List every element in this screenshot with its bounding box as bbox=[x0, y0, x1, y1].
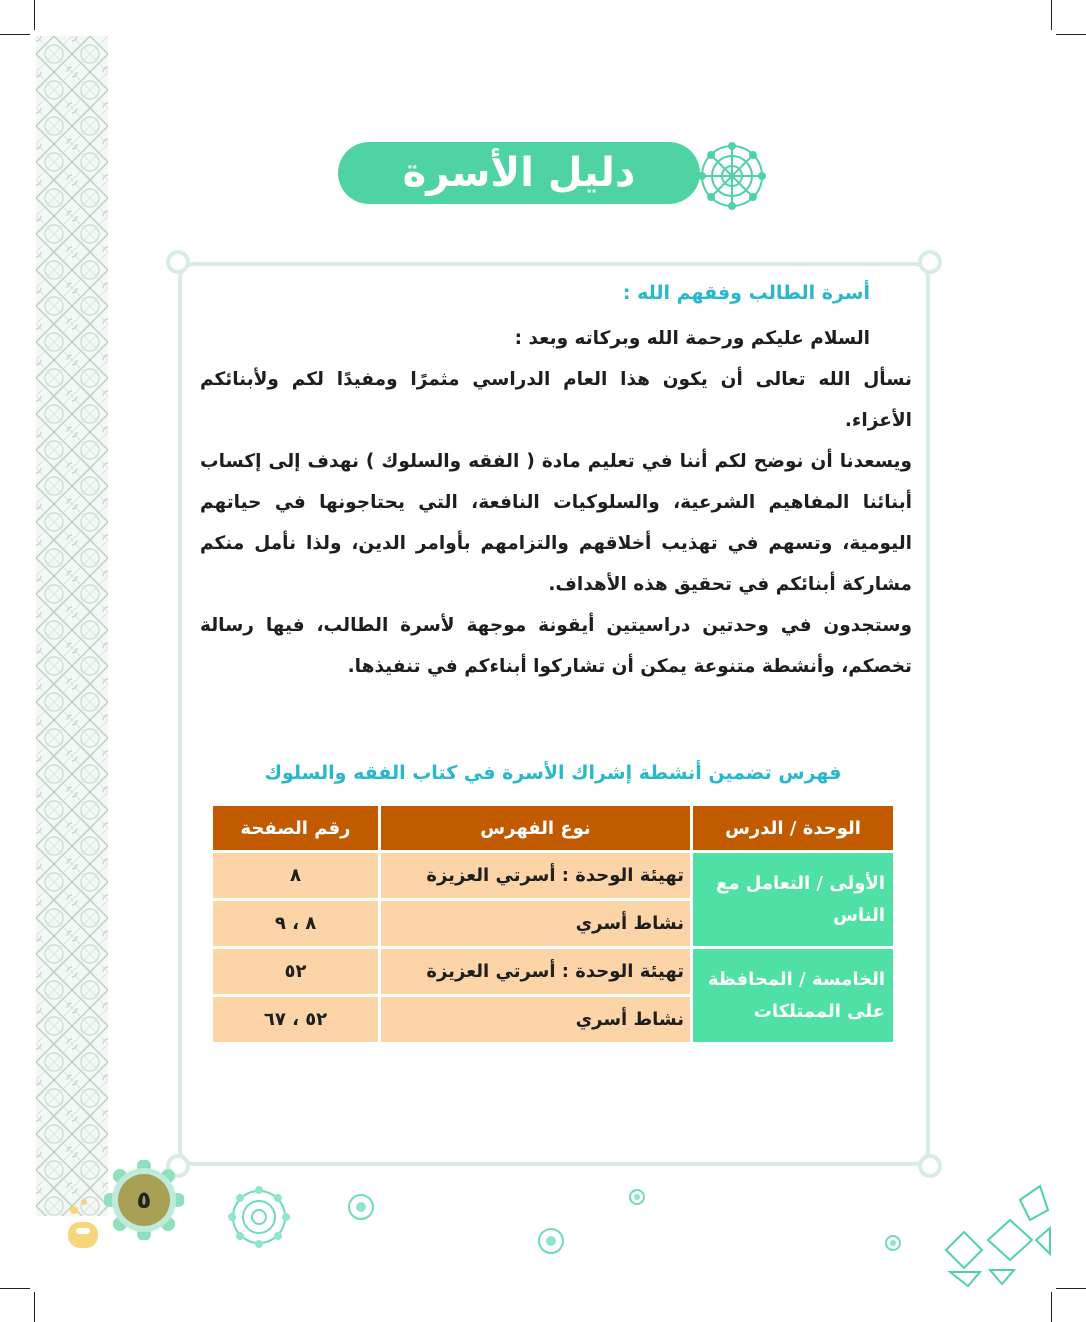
frame-corner bbox=[166, 250, 190, 274]
rosette-icon bbox=[536, 1226, 566, 1256]
type-cell: نشاط أسري bbox=[381, 997, 690, 1042]
type-cell: نشاط أسري bbox=[381, 901, 690, 946]
rosette-icon bbox=[346, 1192, 376, 1222]
page-number-badge bbox=[104, 1160, 184, 1240]
table-row bbox=[213, 949, 893, 994]
rosette-icon bbox=[628, 1188, 646, 1206]
unit-cell: الخامسة / المحافظة على الممتلكات bbox=[693, 949, 893, 1042]
lamp-icon bbox=[62, 1196, 104, 1256]
frame-corner bbox=[918, 1154, 942, 1178]
crop-mark bbox=[0, 1288, 30, 1289]
title-banner bbox=[338, 140, 768, 210]
letter-paragraph: وستجدون في وحدتين دراسيتين أيقونة موجهة لأسرة الطالب، فيها رسالة تخصكم، وأنشطة متنوعة يمكن أن تشاركوا أبناءكم في تنفيذها. bbox=[200, 615, 912, 677]
crop-mark bbox=[1051, 1292, 1052, 1322]
header-page: رقم الصفحة bbox=[213, 806, 378, 850]
page-cell: ٨ bbox=[213, 853, 378, 898]
frame-corner bbox=[918, 250, 942, 274]
type-cell: تهيئة الوحدة : أسرتي العزيزة bbox=[381, 853, 690, 898]
side-ornament-strip bbox=[36, 36, 108, 1216]
crop-mark bbox=[1051, 0, 1052, 30]
crop-mark bbox=[34, 0, 35, 30]
letter-salutation: السلام عليكم ورحمة الله وبركاته وبعد : bbox=[514, 328, 870, 349]
geometric-corner-ornament bbox=[940, 1180, 1052, 1290]
unit-cell: الأولى / التعامل مع الناس bbox=[693, 853, 893, 946]
letter-paragraph: نسأل الله تعالى أن يكون هذا العام الدراسي مثمرًا ومفيدًا لكم ولأبنائكم الأعزاء. bbox=[200, 369, 912, 431]
page-cell: ٥٢ bbox=[213, 949, 378, 994]
rosette-icon bbox=[884, 1234, 902, 1252]
index-title: فهرس تضمين أنشطة إشراك الأسرة في كتاب الفقه والسلوك bbox=[264, 762, 842, 784]
crop-mark bbox=[34, 1292, 35, 1322]
rosette-icon bbox=[696, 140, 768, 212]
type-cell: تهيئة الوحدة : أسرتي العزيزة bbox=[381, 949, 690, 994]
crop-mark bbox=[1056, 34, 1086, 35]
page-title: دليل الأسرة bbox=[402, 150, 636, 196]
page-number: ٥ bbox=[118, 1174, 170, 1226]
crop-mark bbox=[1056, 1288, 1086, 1289]
family-letter bbox=[200, 282, 912, 687]
title-pill bbox=[338, 142, 700, 204]
header-type: نوع الفهرس bbox=[381, 806, 690, 850]
index-table bbox=[210, 803, 896, 1045]
table-header-row bbox=[213, 806, 893, 850]
page-cell: ٥٢ ، ٦٧ bbox=[213, 997, 378, 1042]
rosette-icon bbox=[228, 1186, 290, 1248]
page-cell: ٨ ، ٩ bbox=[213, 901, 378, 946]
table-row bbox=[213, 853, 893, 898]
letter-paragraph: ويسعدنا أن نوضح لكم أننا في تعليم مادة ( الفقه والسلوك ) نهدف إلى إكساب أبنائنا المفاهيم الشرعية، والسلوكيات النافعة، التي يحتاجونها في حياتهم اليومية، وتسهم في تهذيب أخلاقهم والتزامهم بأوامر الدين، ولذا نأمل منكم مشاركة أبنائكم في تحقيق هذه الأهداف. bbox=[200, 451, 912, 595]
crop-mark bbox=[0, 34, 30, 35]
header-unit: الوحدة / الدرس bbox=[693, 806, 893, 850]
letter-greeting: أسرة الطالب وفقهم الله : bbox=[622, 282, 870, 304]
